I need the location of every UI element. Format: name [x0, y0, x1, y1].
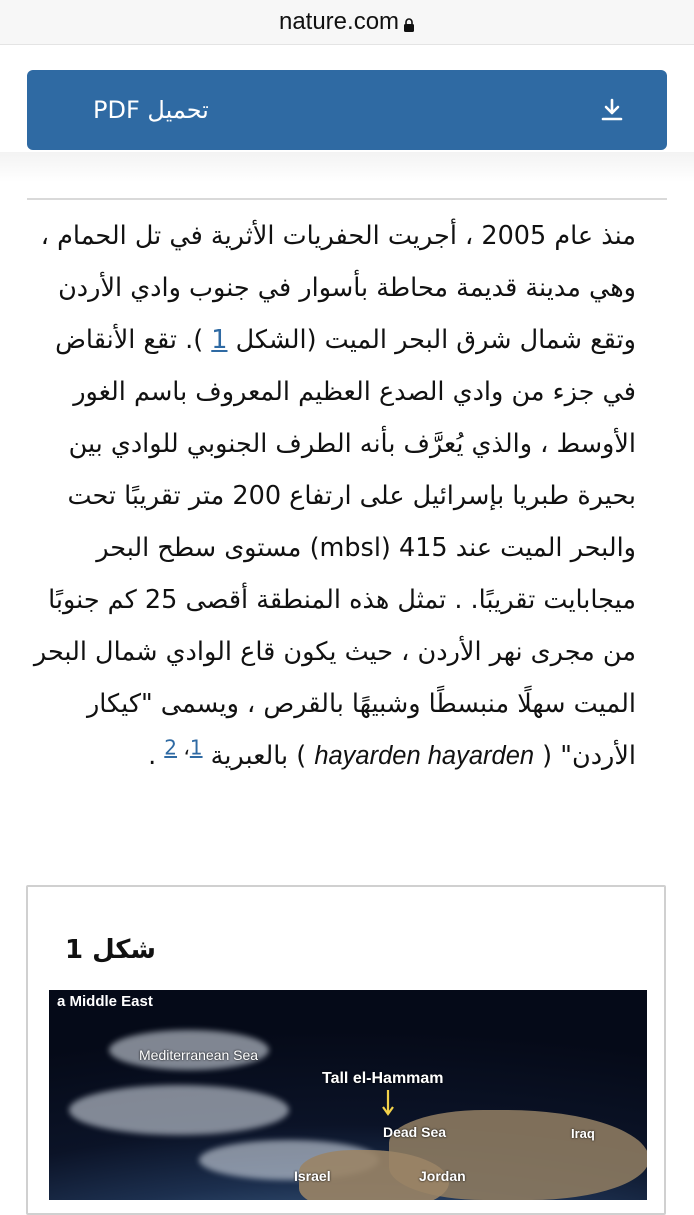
address-bar[interactable]	[0, 0, 694, 45]
label-dead-sea: Dead Sea	[383, 1124, 447, 1140]
hebrew-transliteration: hayarden hayarden	[314, 742, 535, 770]
figure-title: شكل 1	[64, 935, 156, 965]
citation-link-2[interactable]: 2	[164, 735, 178, 760]
paragraph-text-1: منذ عام 2005 ، أجريت الحفريات الأثرية في تل الحمام ، وهي مدينة قديمة محاطة بأسوار في جنوب وادي الأردن وتقع شمال شرق البحر الميت (الشكل	[40, 221, 636, 355]
label-tall-el-hammam: Tall el-Hammam	[322, 1070, 444, 1087]
article-paragraph	[22, 210, 636, 782]
label-israel: Israel	[294, 1168, 331, 1184]
paragraph-text-4: .	[148, 741, 165, 771]
url-domain[interactable]: nature.com	[278, 8, 400, 35]
figure-1-link[interactable]: 1	[211, 325, 228, 355]
download-icon	[599, 97, 625, 123]
label-iraq: Iraq	[571, 1126, 595, 1141]
panel-label: a Middle East	[57, 993, 153, 1010]
section-divider	[27, 198, 667, 200]
label-mediterranean: Mediterranean Sea	[139, 1047, 259, 1063]
label-jordan: Jordan	[419, 1168, 466, 1184]
download-pdf-label: تحميل PDF	[93, 96, 209, 124]
download-pdf-button[interactable]	[27, 70, 667, 150]
header-shadow	[0, 152, 694, 182]
citation-link-1[interactable]: 1	[189, 735, 203, 760]
citation-separator: ،	[177, 735, 190, 760]
paragraph-text-3: ) بالعبرية	[202, 741, 315, 771]
figure-image[interactable]	[49, 990, 647, 1200]
lock-icon	[403, 17, 415, 31]
arrow-down-icon	[381, 1090, 395, 1118]
paragraph-text-2: ). تقع الأنقاض في جزء من وادي الصدع العظيم المعروف باسم الغور الأوسط ، والذي يُعرَّف بأنه الطرف الجنوبي للوادي بين بحيرة طبريا بإسرائيل على ارتفاع 200 متر تقريبًا تحت والبحر الميت عند 415 (mbsl) مستوى سطح البحر ميجابايت تقريبًا. . تمثل هذه المنطقة أقصى 25 كم جنوبًا من مجرى نهر الأردن ، حيث يكون قاع الوادي شمال البحر الميت سهلًا منبسطًا وشبيهًا بالقرص ، ويسمى "كيكار الأردن" (	[33, 325, 636, 771]
